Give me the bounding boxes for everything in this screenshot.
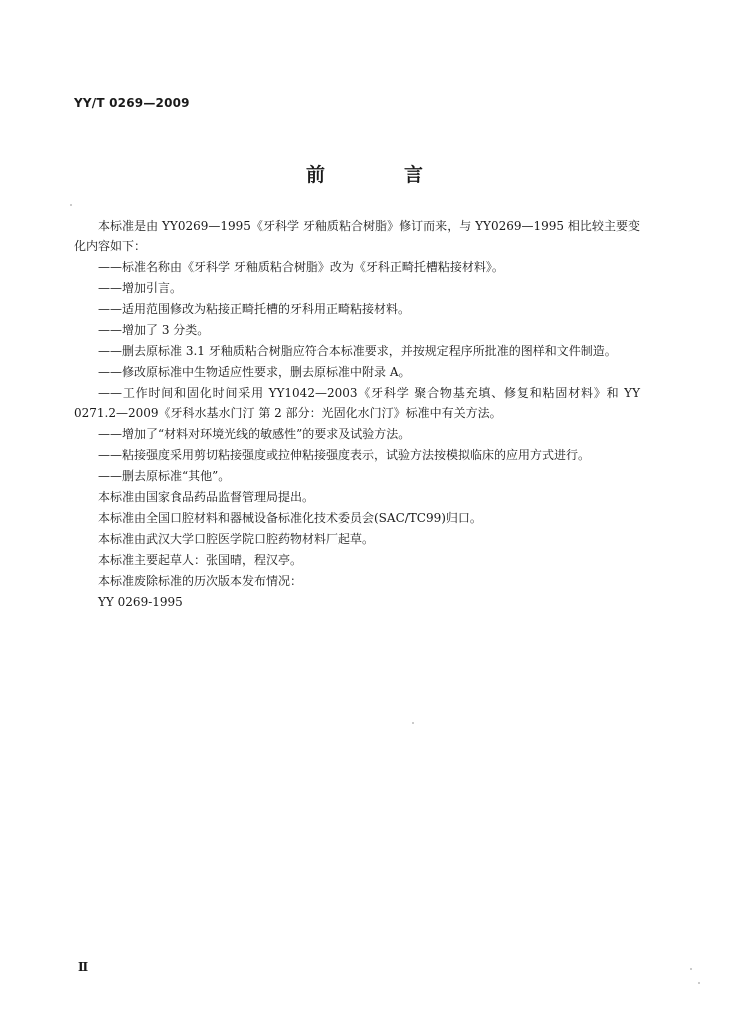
change-item-8: ——增加了“材料对环境光线的敏感性”的要求及试验方法。 (98, 427, 411, 441)
history-statement: 本标准废除标准的历次版本发布情况： (98, 574, 303, 588)
change-item-1: ——标准名称由《牙科学 牙釉质粘合树脂》改为《牙科正畸托槽粘接材料》。 (98, 260, 504, 274)
committee-statement: 本标准由全国口腔材料和器械设备标准化技术委员会(SAC/TC99)归口。 (98, 511, 482, 525)
change-item-7: ——工作时间和固化时间采用 YY1042—2003《牙科学 聚合物基充填、修复和粘固材料》和 YY 0271.2—2009《牙科水基水门汀 第 2 部分：光固化水门汀》标准中有关方法。 (74, 386, 640, 420)
change-item-4: ——增加了 3 分类。 (98, 323, 210, 337)
history-version: YY 0269-1995 (98, 595, 183, 609)
scan-speck (412, 722, 414, 724)
page-number: Ⅱ (78, 960, 89, 974)
paragraph-intro: 本标准是由 YY0269—1995《牙科学 牙釉质粘合树脂》修订而来，与 YY0269—1995 相比较主要变化内容如下： (74, 219, 640, 253)
proposer-statement: 本标准由国家食品药品监督管理局提出。 (98, 490, 315, 504)
change-item-10: ——删去原标准“其他”。 (98, 469, 231, 483)
scan-speck (698, 982, 700, 984)
document-body (74, 216, 640, 613)
standard-code: YY/T 0269—2009 (74, 96, 190, 110)
change-item-5: ——删去原标准 3.1 牙釉质粘合树脂应符合本标准要求，并按规定程序所批准的图样和文件制造。 (98, 344, 617, 358)
change-item-3: ——适用范围修改为粘接正畸托槽的牙科用正畸粘接材料。 (98, 302, 411, 316)
change-item-9: ——粘接强度采用剪切粘接强度或拉伸粘接强度表示，试验方法按模拟临床的应用方式进行。 (98, 448, 591, 462)
drafter-statement: 本标准由武汉大学口腔医学院口腔药物材料厂起草。 (98, 532, 375, 546)
change-item-2: ——增加引言。 (98, 281, 183, 295)
scan-speck (70, 204, 72, 206)
scan-speck (690, 968, 692, 970)
page-title: 前 言 (305, 164, 453, 186)
change-item-6: ——修改原标准中生物适应性要求，删去原标准中附录 A。 (98, 365, 411, 379)
main-drafters: 本标准主要起草人：张国晴，程汉亭。 (98, 553, 303, 567)
